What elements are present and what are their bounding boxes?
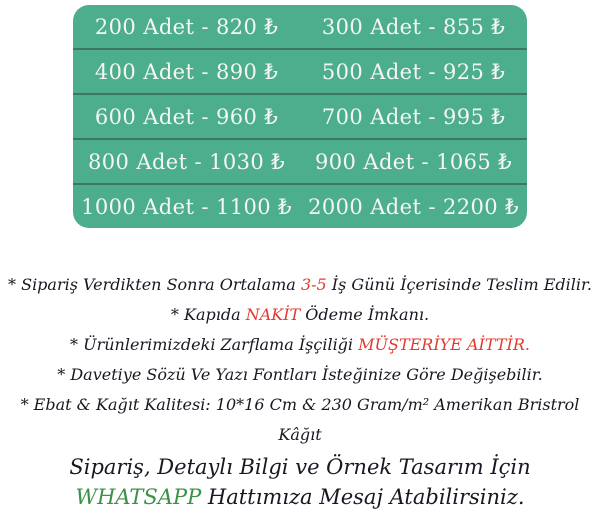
price-cell: 300 Adet - 855 ₺ [321,14,506,39]
note-text: İş Günü İçerisinde Teslim Edilir. [326,275,592,294]
footer-line-whatsapp [0,482,600,512]
note-highlight-text: MÜŞTERİYE AİTTİR. [358,335,530,354]
note-text: * Ebat & Kağıt Kalitesi: 10*16 Cm & 230 Gram/m² Amerikan Bristrol Kâğıt [20,395,580,444]
price-cell: 2000 Adet - 2200 ₺ [308,194,519,219]
price-table-row [73,5,527,48]
note-text: * Kapıda [170,305,246,324]
notes-section [0,270,600,450]
price-table-row [73,48,527,93]
note-text: * Davetiye Sözü Ve Yazı Fontları İsteğinize Göre Değişebilir. [57,365,543,384]
price-cell: 700 Adet - 995 ₺ [321,104,506,129]
note-highlight-text: 3-5 [300,275,327,294]
price-cell: 600 Adet - 960 ₺ [94,104,279,129]
price-table-row [73,183,527,228]
price-cell: 1000 Adet - 1100 ₺ [81,194,292,219]
note-line-delivery [0,270,600,300]
note-text: * Ürünlerimizdeki Zarflama İşçiliği [70,335,359,354]
note-line-envelope [0,330,600,360]
note-line-payment [0,300,600,330]
footer-section [0,452,600,512]
footer-line-info: Sipariş, Detaylı Bilgi ve Örnek Tasarım İçin [69,455,531,479]
price-table [73,5,527,228]
note-highlight-text: NAKİT [245,305,301,324]
price-cell: 500 Adet - 925 ₺ [321,59,506,84]
price-table-row [73,93,527,138]
note-line-fonts [0,360,600,390]
price-table-row [73,138,527,183]
price-cell: 800 Adet - 1030 ₺ [88,149,285,174]
price-cell: 400 Adet - 890 ₺ [94,59,279,84]
price-cell: 200 Adet - 820 ₺ [94,14,279,39]
footer-text: Hattımıza Mesaj Atabilirsiniz. [201,485,525,509]
note-text: Ödeme İmkanı. [300,305,430,324]
note-text: * Sipariş Verdikten Sonra Ortalama [8,275,301,294]
note-line-paper [0,390,600,450]
whatsapp-label: WHATSAPP [75,485,202,509]
price-cell: 900 Adet - 1065 ₺ [315,149,512,174]
